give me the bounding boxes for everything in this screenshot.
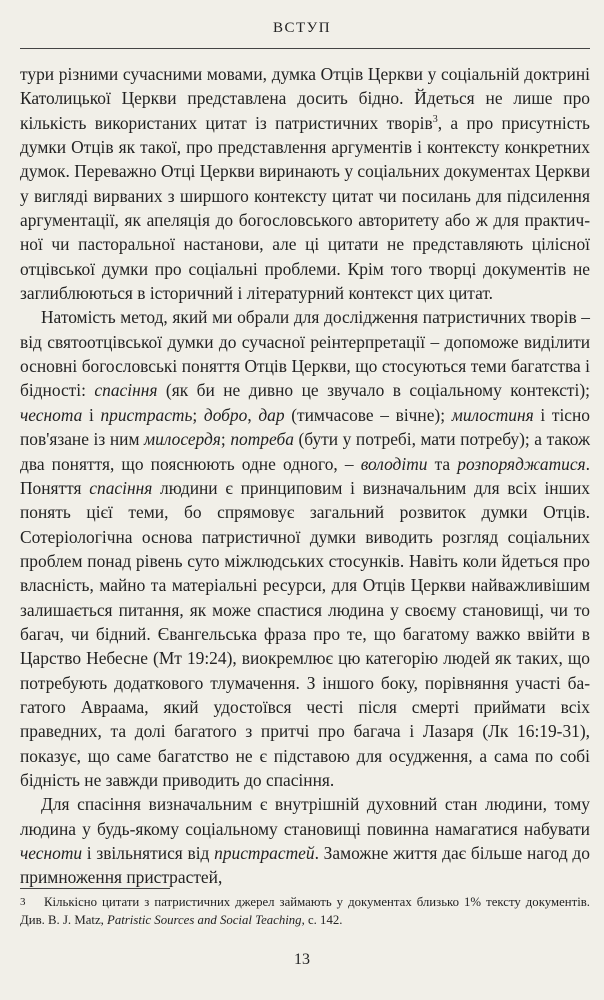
- text-run: . Заможне життя дає більше нагод до примноження пристрастей,: [20, 843, 590, 888]
- term-emphasis: пристрастей: [214, 843, 315, 863]
- paragraph: [20, 305, 590, 792]
- text-run: ,: [247, 404, 259, 425]
- term-emphasis: чеснота: [20, 404, 83, 425]
- text-run: (бути у потребі, мати потребу); а також два поняття, що пояснюють одне одного, –: [20, 429, 590, 474]
- footnote: [20, 893, 590, 929]
- term-emphasis: спасіння: [89, 477, 153, 498]
- text-run: , а про присутність думки Отців як такої, про представлення аргументів і контексту конкретних думок. Переважно Отці Церкви виринають у соціальних документах Церкви у вигляді вирваних з ширшого контексту цитат чи посилань для підсилення аргументації, як апеляція до богословського авторитету або ж для практичної чи пасторальної настанови, але ці цитати не представляють цілісної отцівської думки про соціальні проблеми. Крім того творці документів не заглиблюються в історичний і літературний контекст цих цитат.: [20, 112, 590, 304]
- term-emphasis: розпоряджатися: [457, 453, 586, 474]
- text-run: тури різними сучасними мовами, думка Отців Церкви у соціальній доктрині Католицької Церкви представлена досить бідно. Йдеться не лише про кількість використаних цитат із патристичних творів: [20, 64, 590, 133]
- term-emphasis: володіти: [360, 453, 428, 474]
- paragraph: [20, 792, 590, 889]
- footnote-title: Patristic Sources and Social Teaching: [107, 913, 302, 927]
- text-run: та: [427, 453, 458, 474]
- term-emphasis: потреба: [230, 429, 294, 450]
- footnote-text: , с. 142.: [301, 913, 343, 927]
- body-text: [20, 62, 590, 890]
- text-run: людини є принциповим і визначальним для всіх інших понять цієї теми, бо спрямовує загальний розвиток думки Отців. Сотеріологічна основа патристичної думки виводить розгляд соціальних проблем понад рівень суто міжлюдських стосунків. Навіть коли йдеться про власність, майно та матеріальні ресурси, для Отців Церкви найважливішим залишається питання, як може спастися людина у своєму становищі, чи то багач, чи бідний. Євангельська фраза про те, що багатому важко ввійти в Царство Небесне (Мт 19:24), виокремлює цю категорію людей як таких, що потребують додаткового тлумачення. З іншого боку, порівняння участі багатого Авраама, який удостоївся честі після смерті приймати всіх праведних, та долі багатого з притчі про багача і Лазаря (Лк 16:19-31), показує, що саме багатство не є підставою для осудження, а сама по собі бідність не завжди приводить до спасіння.: [20, 477, 590, 790]
- footnote-rule: [20, 888, 170, 889]
- paragraph: [20, 62, 590, 305]
- text-run: ;: [192, 404, 204, 425]
- running-header: ВСТУП: [272, 20, 332, 36]
- footnote-text: Кількісно цитати з патристичних джерел займають у документах близько 1% тексту документів. Див. B. J. Matz,: [20, 895, 590, 927]
- footnote-marker: 3: [20, 896, 26, 908]
- term-emphasis: добро: [203, 404, 248, 425]
- text-run: Натомість метод, який ми обрали для дослідження патристичних творів – від святоотцівської думки до сучасної реінтерпретації – допоможе виділити основні богословські поняття Отців Церкви, що стосуються теми багатства і бідності:: [20, 307, 590, 401]
- term-emphasis: пристрасть: [100, 404, 193, 425]
- text-run: і тісно пов'язане із ним: [20, 404, 590, 450]
- page-number: 13: [294, 951, 310, 968]
- header-rule: [20, 48, 590, 49]
- term-emphasis: чесноти: [20, 843, 83, 863]
- term-emphasis: милосердя: [144, 429, 221, 450]
- text-run: і: [82, 404, 101, 425]
- footnote-reference: 3: [432, 113, 438, 125]
- text-run: . Поняття: [20, 453, 590, 498]
- text-run: (як би не дивно це звучало в соціальному контексті);: [157, 380, 590, 401]
- term-emphasis: милостиня: [451, 404, 534, 425]
- text-run: ;: [220, 429, 231, 450]
- text-run: Для спасіння визначальним є внутрішній духовний стан людини, тому людина у будь-якому соціальному становищі повинна намагатися набувати: [20, 794, 590, 839]
- term-emphasis: дар: [258, 404, 285, 425]
- term-emphasis: спасіння: [94, 380, 158, 401]
- text-run: і звільнятися від: [82, 843, 215, 863]
- text-run: (тимчасове – вічне);: [284, 404, 452, 425]
